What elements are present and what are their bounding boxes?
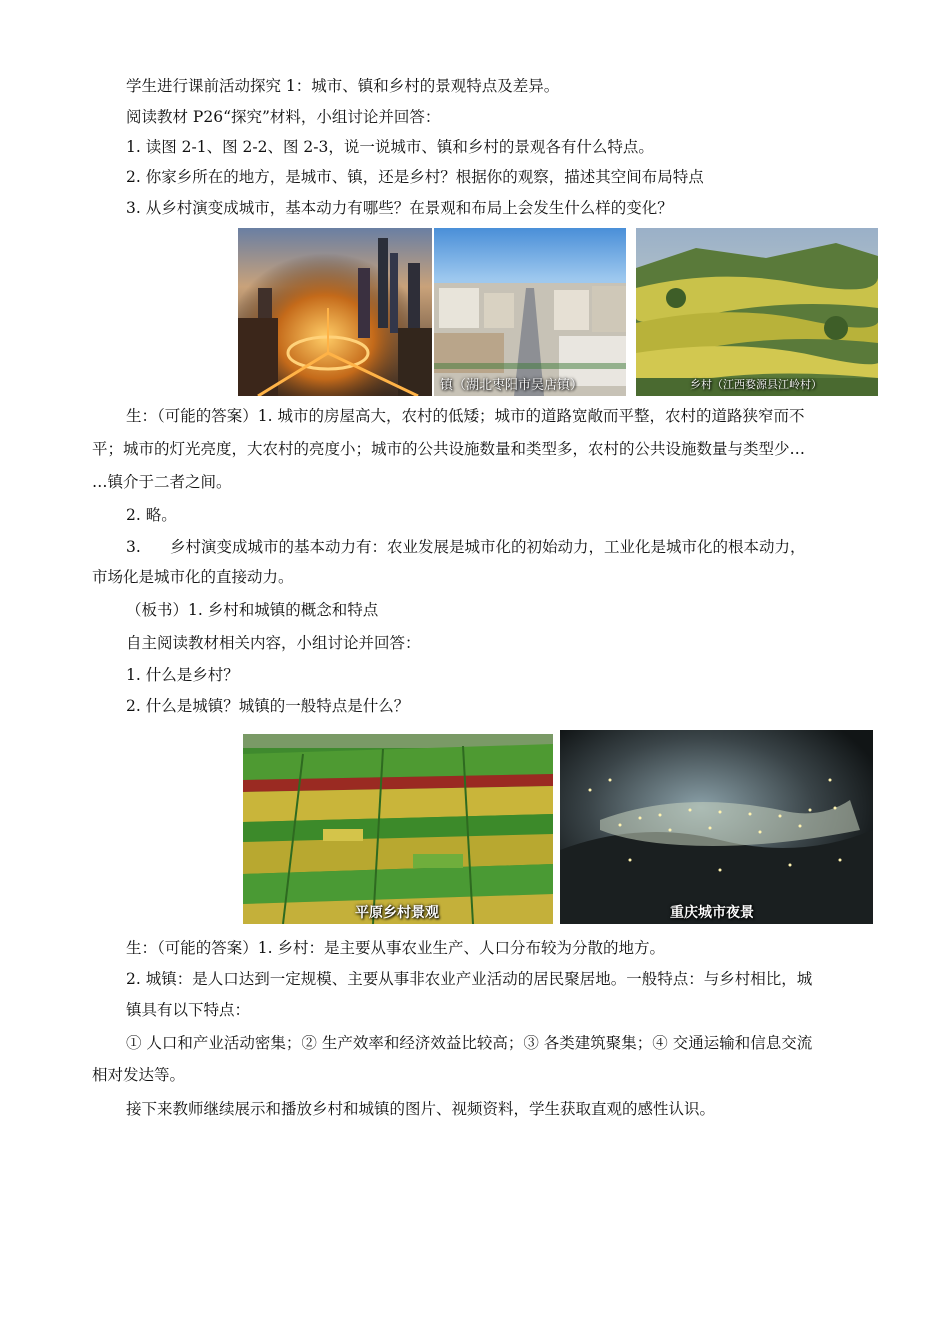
- plain-village-caption: 平原乡村景观: [355, 905, 439, 921]
- answer-2-line-4: ① 人口和产业活动密集；② 生产效率和经济效益比较高；③ 各类建筑聚集；④ 交通运输和信息交流: [126, 1034, 813, 1052]
- chongqing-night-caption: 重庆城市夜景: [670, 905, 754, 921]
- question-2: 2. 你家乡所在的地方，是城市、镇，还是乡村？根据你的观察，描述其空间布局特点: [126, 168, 704, 186]
- answer-2-line-3: 镇具有以下特点：: [126, 1001, 251, 1019]
- answer-2-line-5: 相对发达等。: [92, 1066, 186, 1084]
- intro-reading: 阅读教材 P26“探究”材料，小组讨论并回答：: [126, 108, 441, 126]
- answer-1-line-2: 平；城市的灯光亮度，大农村的亮度小；城市的公共设施数量和类型多，农村的公共设施数量与类型少…: [92, 440, 806, 458]
- board-heading: （板书）1. 乡村和城镇的概念和特点: [126, 601, 379, 619]
- intro-title: 学生进行课前活动探究 1：城市、镇和乡村的景观特点及差异。: [126, 77, 560, 95]
- plain-village-photo: [243, 734, 553, 924]
- village-photo-caption: 乡村（江西婺源县江岭村）: [690, 378, 822, 391]
- question-3: 3. 从乡村演变成城市，基本动力有哪些？在景观和布局上会发生什么样的变化？: [126, 199, 673, 217]
- section-2-reading: 自主阅读教材相关内容，小组讨论并回答：: [126, 634, 421, 652]
- answer-2-line-1: 生：（可能的答案）1. 乡村：是主要从事农业生产、人口分布较为分散的地方。: [126, 939, 665, 957]
- town-photo-caption: 镇（湖北枣阳市吴店镇）: [440, 378, 584, 393]
- village-photo: [636, 228, 878, 396]
- answer-1-item-3-line-1: 乡村演变成城市的基本动力有：农业发展是城市化的初始动力，工业化是城市化的根本动力，: [170, 538, 806, 556]
- answer-2-line-2: 2. 城镇：是人口达到一定规模、主要从事非农业产业活动的居民聚居地。一般特点：与乡村相比，城: [126, 970, 813, 988]
- city-night-photo: [238, 228, 432, 396]
- chongqing-night-photo: [560, 730, 873, 924]
- answer-1-line-3: …镇介于二者之间。: [92, 473, 232, 491]
- answer-1-item-2: 2. 略。: [126, 506, 177, 524]
- section-2-question-1: 1. 什么是乡村？: [126, 666, 239, 684]
- answer-1-item-3-number: 3.: [126, 538, 141, 556]
- section-2-question-2: 2. 什么是城镇？城镇的一般特点是什么？: [126, 697, 410, 715]
- answer-2-line-6: 接下来教师继续展示和播放乡村和城镇的图片、视频资料，学生获取直观的感性认识。: [126, 1100, 716, 1118]
- town-photo: [434, 228, 626, 396]
- answer-1-line-1: 生：（可能的答案）1. 城市的房屋高大，农村的低矮；城市的道路宽敞而平整，农村的道路狭窄而不: [126, 407, 805, 425]
- question-1: 1. 读图 2-1、图 2-2、图 2-3，说一说城市、镇和乡村的景观各有什么特点。: [126, 138, 654, 156]
- answer-1-item-3-line-2: 市场化是城市化的直接动力。: [92, 568, 294, 586]
